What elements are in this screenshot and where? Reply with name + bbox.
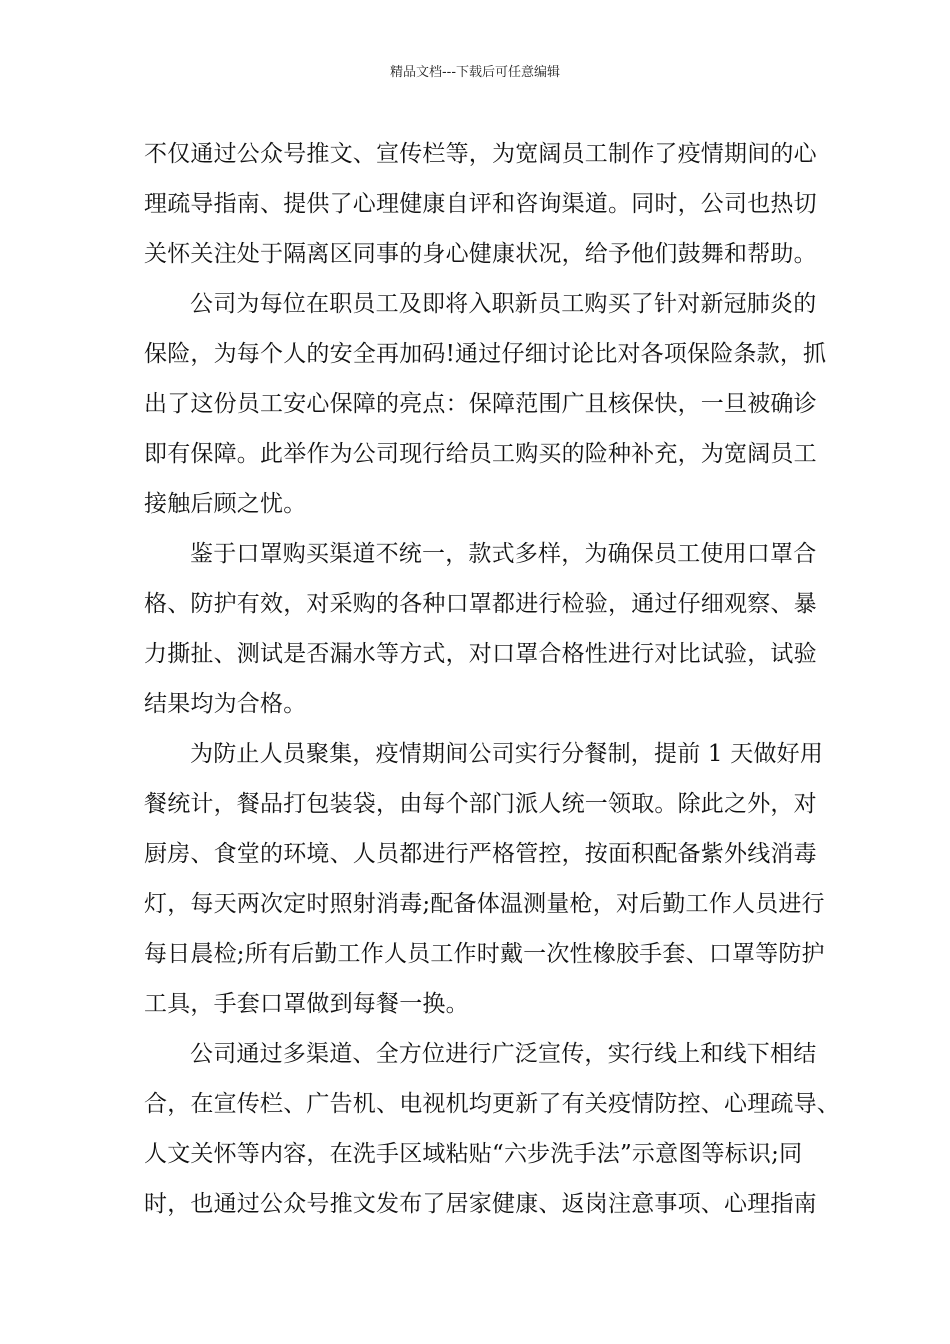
text-line: 人文关怀等内容，在洗手区域粘贴“六步洗手法”示意图等标识;同 [144,1141,803,1167]
paragraph [144,129,817,279]
paragraph [144,1029,840,1229]
document-body [144,129,840,1229]
text-line: 力撕扯、测试是否漏水等方式，对口罩合格性进行对比试验，试验 [144,641,817,667]
text-line: 餐统计，餐品打包装袋，由每个部门派人统一领取。除此之外，对 [144,791,817,817]
paragraph [144,279,827,529]
paragraph [144,729,825,1029]
page-header: 精品文档---下载后可任意编辑 [389,65,561,80]
text-line: 不仅通过公众号推文、宣传栏等，为宽阔员工制作了疫情期间的心 [144,141,817,167]
text-line: 关怀关注处于隔离区同事的身心健康状况，给予他们鼓舞和帮助。 [144,241,817,267]
text-line: 保险，为每个人的安全再加码!通过仔细讨论比对各项保险条款，抓 [144,341,827,367]
text-line: 每日晨检;所有后勤工作人员工作时戴一次性橡胶手套、口罩等防护 [144,941,825,967]
text-line: 工具，手套口罩做到每餐一换。 [144,991,469,1017]
text-line: 灯，每天两次定时照射消毒;配备体温测量枪，对后勤工作人员进行 [144,891,825,917]
text-line: 鉴于口罩购买渠道不统一，款式多样，为确保员工使用口罩合 [190,541,817,567]
text-line: 厨房、食堂的环境、人员都进行严格管控，按面积配备紫外线消毒 [144,841,817,867]
text-line: 合，在宣传栏、广告机、电视机均更新了有关疫情防控、心理疏导、 [144,1091,840,1117]
text-line: 公司为每位在职员工及即将入职新员工购买了针对新冠肺炎的 [190,291,817,317]
text-line: 即有保障。此举作为公司现行给员工购买的险种补充，为宽阔员工 [144,441,817,467]
text-line: 接触后顾之忧。 [144,491,307,517]
text-line: 出了这份员工安心保障的亮点：保障范围广且核保快，一旦被确诊 [144,391,817,417]
text-line: 理疏导指南、提供了心理健康自评和咨询渠道。同时，公司也热切 [144,191,817,217]
text-line: 结果均为合格。 [144,691,307,717]
text-line: 格、防护有效，对采购的各种口罩都进行检验，通过仔细观察、暴 [144,591,817,617]
text-line: 公司通过多渠道、全方位进行广泛宣传，实行线上和线下相结 [190,1041,817,1067]
text-line: 时，也通过公众号推文发布了居家健康、返岗注意事项、心理指南 [144,1191,817,1217]
paragraph [144,529,817,729]
text-line: 为防止人员聚集，疫情期间公司实行分餐制，提前 1 天做好用 [190,741,824,767]
